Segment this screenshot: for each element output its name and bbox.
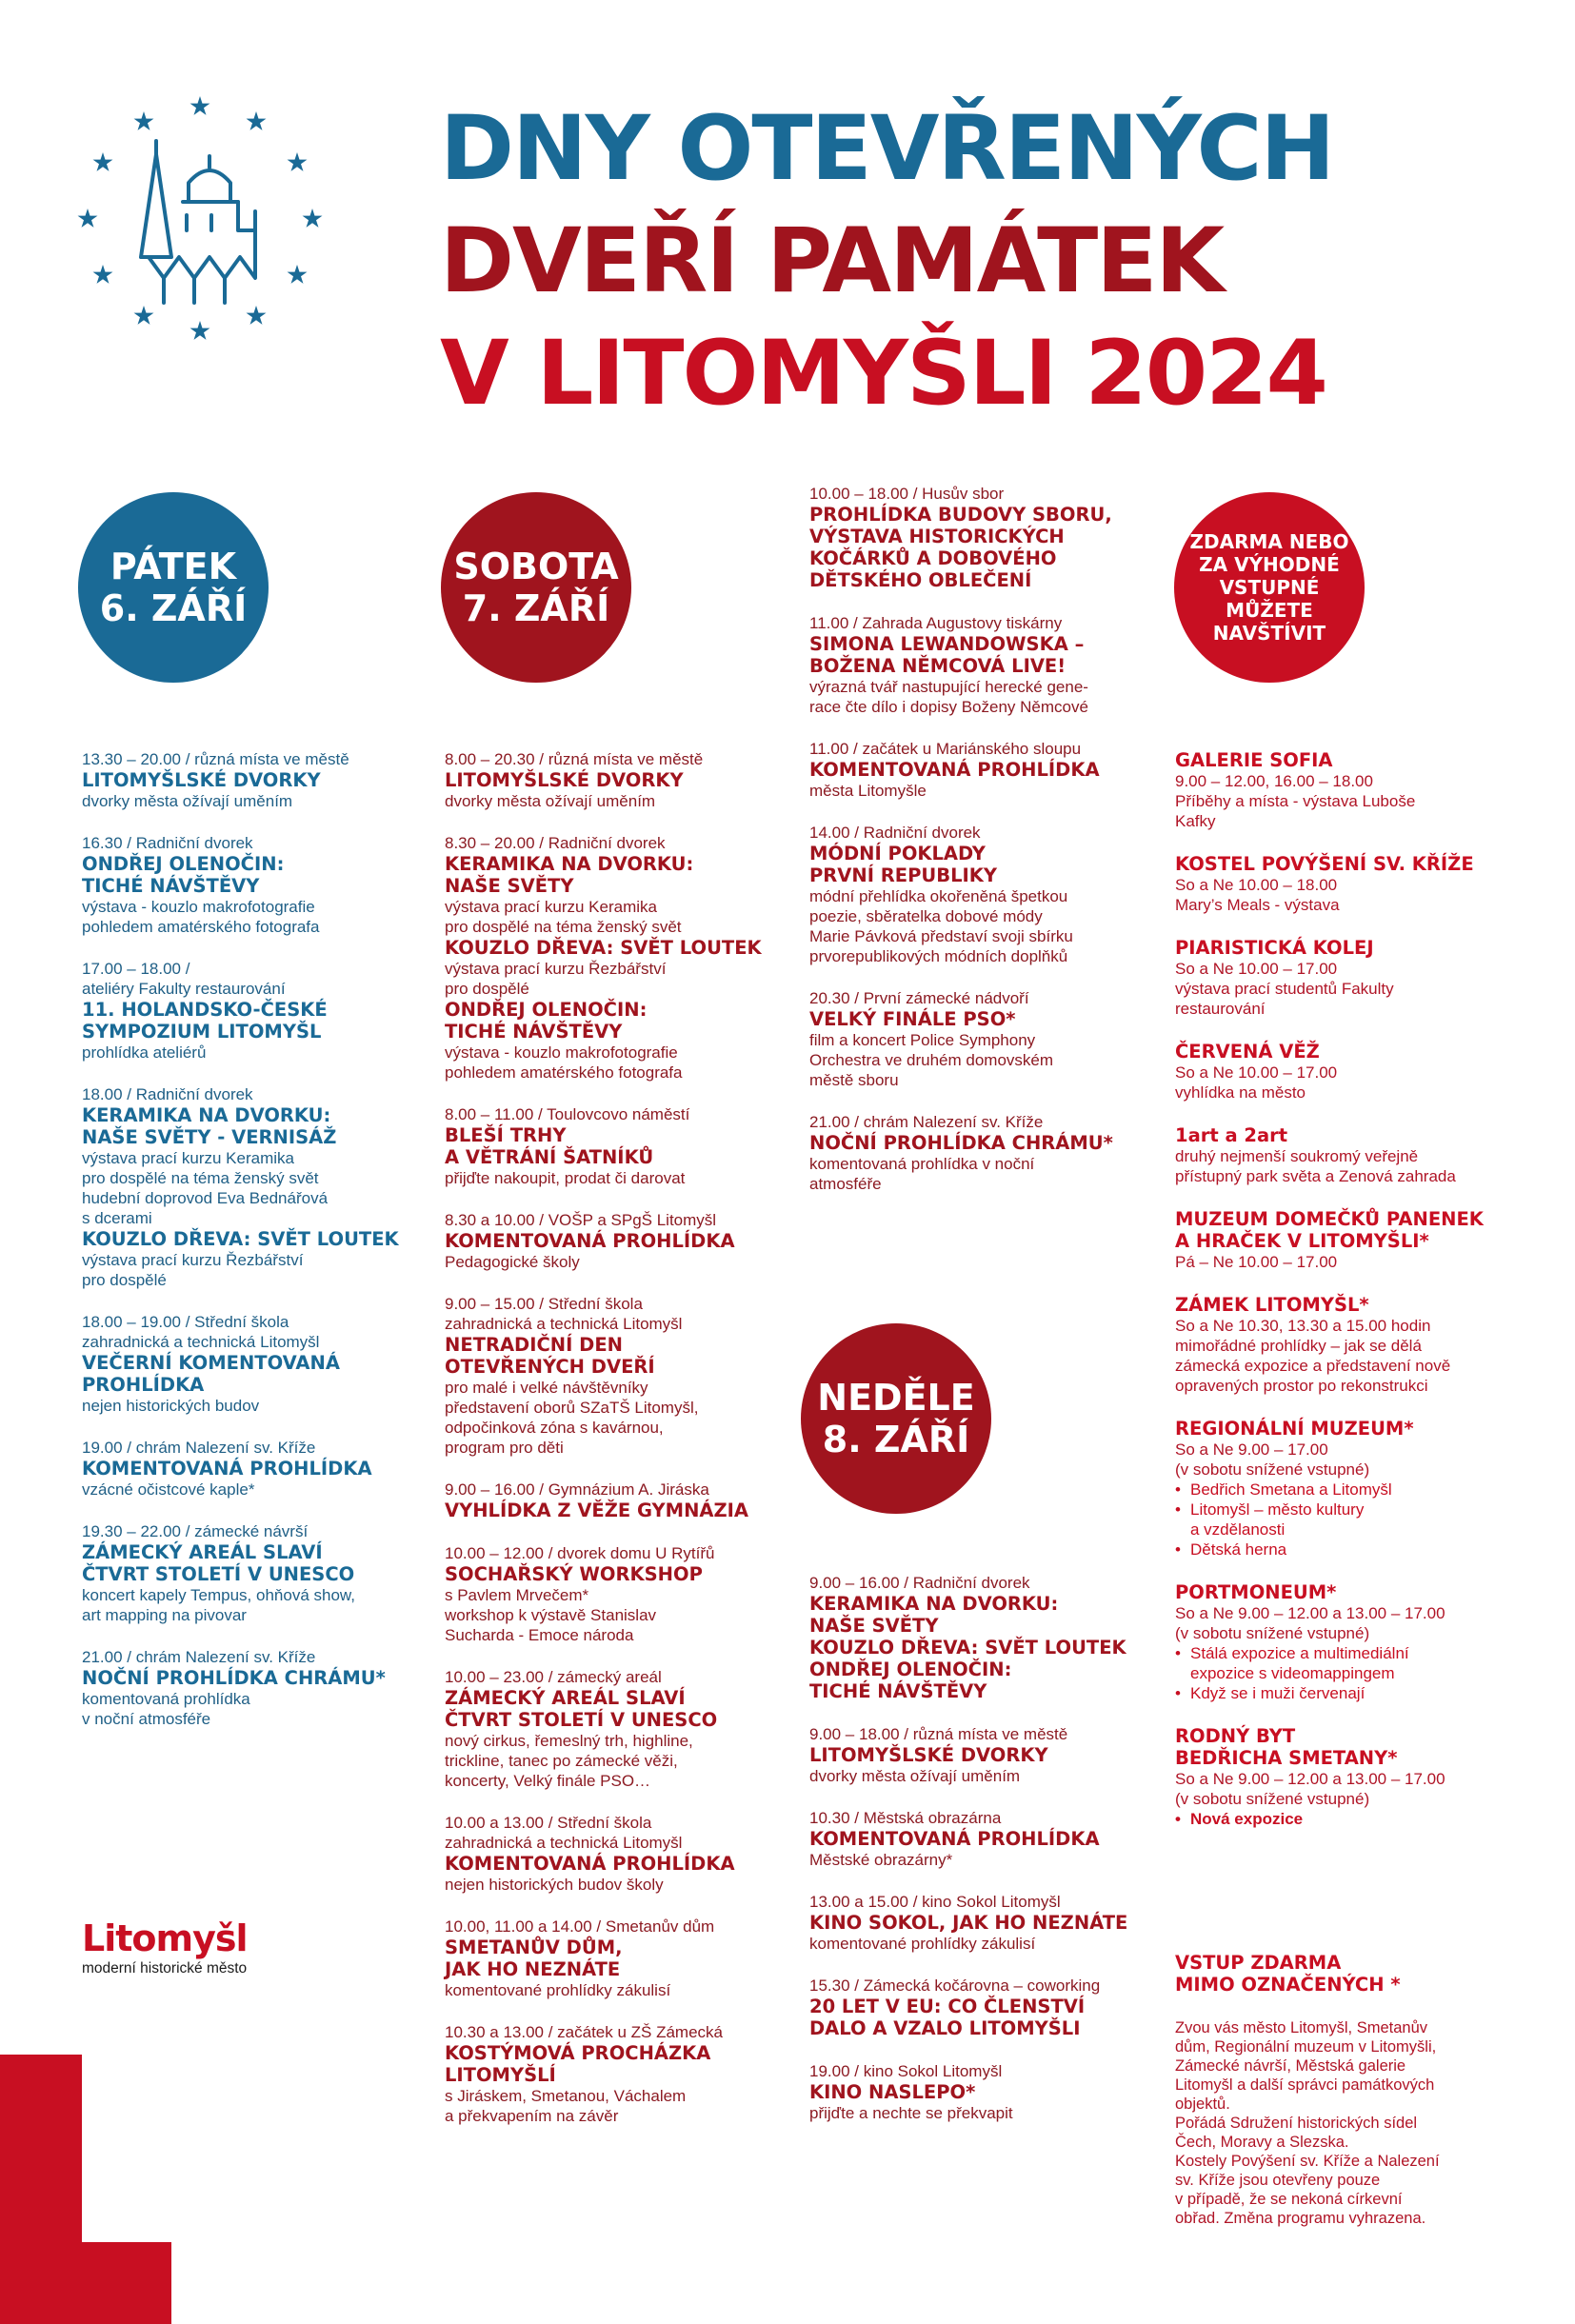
event-item [445, 1210, 780, 1272]
brand-tagline: moderní historické město [82, 1960, 248, 1976]
venue-description: Mary’s Meals - výstava [1175, 896, 1340, 914]
event-description: pro malé i velké návštěvníky představení oborů SZaTŠ Litomyšl, odpočinková zóna s kavárnou, program pro děti [445, 1379, 699, 1457]
day-badge-saturday [441, 492, 631, 683]
venue-hours: So a Ne 9.00 – 12.00 a 13.00 – 17.00 [1175, 1604, 1445, 1622]
event-item [809, 1976, 1145, 2039]
event-title: ONDŘEJ OLENOČIN: TICHÉ NÁVŠTĚVY [82, 853, 285, 897]
event-title: KOMENTOVANÁ PROHLÍDKA [82, 1458, 372, 1480]
venue-item [1175, 1294, 1518, 1396]
event-title: LITOMYŠLSKÉ DVORKY [445, 769, 684, 791]
event-title: SMETANŮV DŮM, JAK HO NEZNÁTE [445, 1937, 623, 1980]
event-time-place: 10.00 – 23.00 / zámecký areál [445, 1668, 662, 1686]
poster-title [440, 93, 1333, 430]
venue-description: druhý nejmenší soukromý veřejně přístupný park světa a Zenová zahrada [1175, 1147, 1456, 1185]
event-description: komentované prohlídky zákulisí [809, 1935, 1036, 1953]
event-description: koncert kapely Tempus, ohňová show, art mapping na pivovar [82, 1586, 355, 1624]
admission-info [1175, 1952, 1518, 2228]
event-title: SOCHAŘSKÝ WORKSHOP [445, 1563, 703, 1585]
day-badge-label: SOBOTA 7. ZÁŘÍ [453, 546, 619, 629]
event-item [809, 613, 1145, 717]
saturday-program-continued [809, 484, 1145, 1216]
event-time-place: 9.00 – 16.00 / Radniční dvorek [809, 1574, 1030, 1592]
event-time-place: 17.00 – 18.00 / ateliéry Fakulty restaurování [82, 960, 286, 998]
event-title: ZÁMECKÝ AREÁL SLAVÍ ČTVRT STOLETÍ V UNESCO [445, 1687, 718, 1731]
event-item [809, 1892, 1145, 1954]
event-description: přijďte a nechte se překvapit [809, 2104, 1013, 2122]
event-description: výrazná tvář nastupující herecké gene- race čte dílo i dopisy Boženy Němcové [809, 678, 1088, 716]
castle-outline [141, 141, 255, 303]
event-item [82, 1438, 411, 1500]
event-item [445, 749, 780, 811]
event-title: KOMENTOVANÁ PROHLÍDKA [445, 1853, 735, 1875]
event-title: NOČNÍ PROHLÍDKA CHRÁMU* [809, 1132, 1113, 1154]
event-title: KOMENTOVANÁ PROHLÍDKA [809, 1828, 1100, 1850]
venue-title: RODNÝ BYT BEDŘICHA SMETANY* [1175, 1725, 1398, 1769]
venue-item [1175, 1725, 1518, 1829]
event-item [445, 1667, 780, 1791]
event-item [82, 959, 411, 1063]
event-description: s Jiráskem, Smetanou, Váchalem a překvapením na závěr [445, 2087, 687, 2125]
event-item [82, 1084, 411, 1290]
event-item [445, 1813, 780, 1895]
event-description: dvorky města ožívají uměním [445, 792, 656, 810]
venue-note: (v sobotu snížené vstupné) [1175, 1790, 1370, 1808]
venue-exhibition-list [1175, 1809, 1518, 1829]
event-title: VYHLÍDKA Z VĚŽE GYMNÁZIA [445, 1500, 748, 1521]
venue-title: KOSTEL POVÝŠENÍ SV. KŘÍŽE [1175, 853, 1474, 875]
venue-hours: So a Ne 9.00 – 12.00 a 13.00 – 17.00 [1175, 1770, 1445, 1788]
day-badge-friday [78, 492, 269, 683]
corner-decoration [0, 2242, 171, 2324]
venue-hours: Pá – Ne 10.00 – 17.00 [1175, 1253, 1338, 1271]
event-time-place: 8.00 – 20.30 / různá místa ve městě [445, 750, 704, 768]
event-description: Pedagogické školy [445, 1253, 580, 1271]
event-description: komentovaná prohlídka v noční atmosféře [82, 1690, 250, 1728]
event-description: módní přehlídka okořeněná špetkou poezie, sběratelka dobové módy Marie Pávková představí svoji sbírku prvorepublikových módních doplňků [809, 887, 1073, 965]
venue-note: (v sobotu snížené vstupné) [1175, 1460, 1370, 1479]
list-item: • Bedřich Smetana a Litomyšl [1175, 1480, 1518, 1500]
event-time-place: 10.30 / Městská obrazárna [809, 1809, 1002, 1827]
event-description: dvorky města ožívají uměním [809, 1767, 1021, 1785]
venue-title: ZÁMEK LITOMYŠL* [1175, 1294, 1369, 1316]
event-title: VELKÝ FINÁLE PSO* [809, 1008, 1016, 1030]
star-ring [78, 96, 323, 340]
event-item [445, 1294, 780, 1458]
event-title: KOUZLO DŘEVA: SVĚT LOUTEK [445, 937, 762, 959]
event-description: výstava prací kurzu Keramika pro dospělé na téma ženský svět [445, 898, 682, 936]
event-time-place: 19.00 / chrám Nalezení sv. Kříže [82, 1439, 316, 1457]
castle-stars-logo-icon [69, 88, 331, 350]
event-title: KOMENTOVANÁ PROHLÍDKA [445, 1230, 735, 1252]
venue-item [1175, 1581, 1518, 1703]
free-entry-badge [1174, 492, 1365, 683]
day-badge-label: NEDĚLE 8. ZÁŘÍ [817, 1377, 975, 1460]
event-time-place: 21.00 / chrám Nalezení sv. Kříže [82, 1648, 316, 1666]
event-description: Městské obrazárny* [809, 1851, 953, 1869]
event-title: KERAMIKA NA DVORKU: NAŠE SVĚTY KOUZLO DŘEVA: SVĚT LOUTEK ONDŘEJ OLENOČIN: TICHÉ NÁVŠTĚVY [809, 1593, 1126, 1702]
venue-description: Příběhy a místa - výstava Luboše Kafky [1175, 792, 1416, 830]
event-item [809, 823, 1145, 966]
event-title: KINO SOKOL, JAK HO NEZNÁTE [809, 1912, 1128, 1934]
event-item [809, 1724, 1145, 1786]
event-time-place: 9.00 – 18.00 / různá místa ve městě [809, 1725, 1068, 1743]
event-time-place: 10.00 a 13.00 / Střední škola zahradnická a technická Litomyšl [445, 1814, 683, 1852]
event-time-place: 14.00 / Radniční dvorek [809, 824, 981, 842]
list-item: • Když se i muži červenají [1175, 1683, 1518, 1703]
event-title: 11. HOLANDSKO-ČESKÉ SYMPOZIUM LITOMYŠL [82, 999, 328, 1043]
event-title: KOMENTOVANÁ PROHLÍDKA [809, 759, 1100, 781]
event-title: BLEŠÍ TRHY A VĚTRÁNÍ ŠATNÍKŮ [445, 1124, 654, 1168]
free-entry-label: ZDARMA NEBO ZA VÝHODNÉ VSTUPNÉ MŮŽETE NAVŠTÍVIT [1189, 530, 1349, 645]
title-line-1: DNY OTEVŘENÝCH [440, 97, 1334, 201]
saturday-program [445, 749, 780, 2148]
venue-title: ČERVENÁ VĚŽ [1175, 1041, 1320, 1063]
brand-name: Litomyšl [82, 1917, 248, 1959]
event-item [445, 2022, 780, 2126]
event-time-place: 10.00, 11.00 a 14.00 / Smetanův dům [445, 1917, 715, 1936]
event-description: nejen historických budov [82, 1397, 260, 1415]
sunday-program [809, 1573, 1145, 2145]
event-time-place: 18.00 – 19.00 / Střední škola zahradnická a technická Litomyšl [82, 1313, 320, 1351]
event-title: VEČERNÍ KOMENTOVANÁ PROHLÍDKA [82, 1352, 340, 1396]
list-item: • Nová expozice [1175, 1809, 1518, 1829]
venue-hours: So a Ne 9.00 – 17.00 [1175, 1440, 1328, 1459]
venue-description: vyhlídka na město [1175, 1083, 1306, 1102]
day-badge-label: PÁTEK 6. ZÁŘÍ [99, 546, 248, 629]
event-time-place: 11.00 / začátek u Mariánského sloupu [809, 740, 1082, 758]
venue-description: mimořádné prohlídky – jak se dělá zámecká expozice a představení nově opravených prostor po rekonstrukci [1175, 1337, 1451, 1395]
event-description: komentovaná prohlídka v noční atmosféře [809, 1155, 1035, 1193]
event-title: PROHLÍDKA BUDOVY SBORU, VÝSTAVA HISTORICKÝCH KOČÁRKŮ A DOBOVÉHO DĚTSKÉHO OBLEČENÍ [809, 504, 1112, 591]
event-time-place: 9.00 – 15.00 / Střední škola zahradnická a technická Litomyšl [445, 1295, 683, 1333]
list-item: • Dětská herna [1175, 1539, 1518, 1559]
event-item [445, 1917, 780, 2000]
event-time-place: 10.00 – 12.00 / dvorek domu U Rytířů [445, 1544, 715, 1562]
admission-info-text: Zvou vás město Litomyšl, Smetanův dům, Regionální muzeum v Litomyšli, Zámecké návrší, Městská galerie Litomyšl a další správci památkových objektů. Pořádá Sdružení historických sídel Čech, Moravy a Slezska. Kostely Povýšení sv. Kříže a Nalezení sv. Kříže jsou otevřeny pouze v případě, že se nekoná církevní obřad. Změna programu vyhrazena. [1175, 2019, 1440, 2227]
event-time-place: 9.00 – 16.00 / Gymnázium A. Jiráska [445, 1480, 709, 1499]
event-description: výstava - kouzlo makrofotografie pohledem amatérského fotografa [445, 1043, 683, 1082]
venue-hours: So a Ne 10.30, 13.30 a 15.00 hodin [1175, 1317, 1431, 1335]
event-item [445, 833, 780, 1083]
event-item [445, 1480, 780, 1521]
litomysl-brand [82, 1917, 248, 1978]
venue-title: PORTMONEUM* [1175, 1581, 1337, 1603]
event-title: LITOMYŠLSKÉ DVORKY [809, 1744, 1048, 1766]
event-title: KINO NASLEPO* [809, 2081, 976, 2103]
friday-program [82, 749, 411, 1751]
event-item [445, 1104, 780, 1188]
event-time-place: 11.00 / Zahrada Augustovy tiskárny [809, 614, 1063, 632]
event-item [82, 833, 411, 937]
title-line-2: DVEŘÍ PAMÁTEK [440, 209, 1224, 313]
venue-note: (v sobotu snížené vstupné) [1175, 1624, 1370, 1642]
event-time-place: 8.30 a 10.00 / VOŠP a SPgŠ Litomyšl [445, 1211, 717, 1229]
event-title: NETRADIČNÍ DEN OTEVŘENÝCH DVEŘÍ [445, 1334, 655, 1378]
event-title: SIMONA LEWANDOWSKA – BOŽENA NĚMCOVÁ LIVE! [809, 633, 1085, 677]
event-item [809, 1573, 1145, 1702]
event-description: film a koncert Police Symphony Orchestra ve druhém domovském městě sboru [809, 1031, 1054, 1089]
venue-description: výstava prací studentů Fakulty restaurování [1175, 980, 1394, 1018]
event-description: výstava prací kurzu Keramika pro dospělé na téma ženský svět hudební doprovod Eva Bednářová s dcerami [82, 1149, 329, 1227]
event-description: komentované prohlídky zákulisí [445, 1981, 671, 1999]
event-description: dvorky města ožívají uměním [82, 792, 293, 810]
event-time-place: 8.00 – 11.00 / Toulovcovo náměstí [445, 1105, 690, 1123]
event-time-place: 10.00 – 18.00 / Husův sbor [809, 485, 1005, 503]
venue-title: 1art a 2art [1175, 1124, 1288, 1146]
venue-item [1175, 937, 1518, 1019]
venue-title: MUZEUM DOMEČKŮ PANENEK A HRAČEK V LITOMYŠLI* [1175, 1208, 1484, 1252]
event-description: nejen historických budov školy [445, 1876, 664, 1894]
event-title: NOČNÍ PROHLÍDKA CHRÁMU* [82, 1667, 386, 1689]
venue-item [1175, 1208, 1518, 1272]
free-entry-venues [1175, 749, 1518, 1851]
event-title: ONDŘEJ OLENOČIN: TICHÉ NÁVŠTĚVY [445, 999, 648, 1043]
event-title: KERAMIKA NA DVORKU: NAŠE SVĚTY [445, 853, 694, 897]
venue-title: PIARISTICKÁ KOLEJ [1175, 937, 1374, 959]
event-time-place: 21.00 / chrám Nalezení sv. Kříže [809, 1113, 1044, 1131]
venue-item [1175, 749, 1518, 831]
event-time-place: 19.30 – 22.00 / zámecké návrší [82, 1522, 309, 1540]
venue-exhibition-list [1175, 1643, 1518, 1703]
event-description: výstava prací kurzu Řezbářství pro dospělé [82, 1251, 304, 1289]
venue-hours: So a Ne 10.00 – 18.00 [1175, 876, 1338, 894]
event-description: nový cirkus, řemeslný trh, highline, trickline, tanec po zámecké věži, koncerty, Velký finále PSO… [445, 1732, 693, 1790]
venue-title: REGIONÁLNÍ MUZEUM* [1175, 1418, 1414, 1440]
event-description: výstava prací kurzu Řezbářství pro dospělé [445, 960, 667, 998]
event-title: KOSTÝMOVÁ PROCHÁZKA LITOMYŠLÍ [445, 2042, 711, 2086]
event-time-place: 13.30 – 20.00 / různá místa ve městě [82, 750, 349, 768]
admission-info-title: VSTUP ZDARMA MIMO OZNAČENÝCH * [1175, 1952, 1401, 1996]
event-description: prohlídka ateliérů [82, 1043, 207, 1062]
venue-hours: So a Ne 10.00 – 17.00 [1175, 1063, 1338, 1082]
event-item [809, 2061, 1145, 2123]
event-item [809, 1112, 1145, 1194]
event-title: KOUZLO DŘEVA: SVĚT LOUTEK [82, 1228, 399, 1250]
event-time-place: 18.00 / Radniční dvorek [82, 1085, 253, 1103]
event-item [809, 1808, 1145, 1870]
event-description: vzácné očistcové kaple* [82, 1480, 255, 1499]
event-title: MÓDNÍ POKLADY PRVNÍ REPUBLIKY [809, 843, 997, 886]
event-description: přijďte nakoupit, prodat či darovat [445, 1169, 686, 1187]
venue-item [1175, 1418, 1518, 1559]
title-line-3: V LITOMYŠLI 2024 [440, 322, 1326, 426]
event-item [82, 1647, 411, 1729]
event-time-place: 16.30 / Radniční dvorek [82, 834, 253, 852]
event-item [82, 749, 411, 811]
event-time-place: 13.00 a 15.00 / kino Sokol Litomyšl [809, 1893, 1061, 1911]
event-item [445, 1543, 780, 1645]
venue-hours: 9.00 – 12.00, 16.00 – 18.00 [1175, 772, 1373, 790]
event-title: ZÁMECKÝ AREÁL SLAVÍ ČTVRT STOLETÍ V UNESCO [82, 1541, 355, 1585]
venue-item [1175, 1124, 1518, 1186]
event-item [809, 988, 1145, 1090]
event-time-place: 15.30 / Zámecká kočárovna – coworking [809, 1976, 1101, 1995]
venue-title: GALERIE SOFIA [1175, 749, 1333, 771]
event-item [82, 1312, 411, 1416]
event-description: s Pavlem Mrvečem* workshop k výstavě Stanislav Sucharda - Emoce národa [445, 1586, 657, 1644]
event-title: LITOMYŠLSKÉ DVORKY [82, 769, 321, 791]
list-item: • Stálá expozice a multimediální expozice s videomappingem [1175, 1643, 1518, 1683]
venue-hours: So a Ne 10.00 – 17.00 [1175, 960, 1338, 978]
venue-item [1175, 1041, 1518, 1102]
event-item [809, 484, 1145, 591]
venue-item [1175, 853, 1518, 915]
event-item [809, 739, 1145, 801]
event-description: města Litomyšle [809, 782, 927, 800]
day-badge-sunday [801, 1323, 991, 1514]
event-title: KERAMIKA NA DVORKU: NAŠE SVĚTY - VERNISÁŽ [82, 1104, 337, 1148]
event-time-place: 10.30 a 13.00 / začátek u ZŠ Zámecká [445, 2023, 723, 2041]
event-time-place: 19.00 / kino Sokol Litomyšl [809, 2062, 1003, 2080]
event-description: výstava - kouzlo makrofotografie pohledem amatérského fotografa [82, 898, 320, 936]
event-time-place: 8.30 – 20.00 / Radniční dvorek [445, 834, 666, 852]
event-time-place: 20.30 / První zámecké nádvoří [809, 989, 1029, 1007]
list-item: • Litomyšl – město kultury a vzdělanosti [1175, 1500, 1518, 1539]
event-item [82, 1521, 411, 1625]
venue-exhibition-list [1175, 1480, 1518, 1559]
event-title: 20 LET V EU: CO ČLENSTVÍ DALO A VZALO LITOMYŠLI [809, 1996, 1086, 2039]
